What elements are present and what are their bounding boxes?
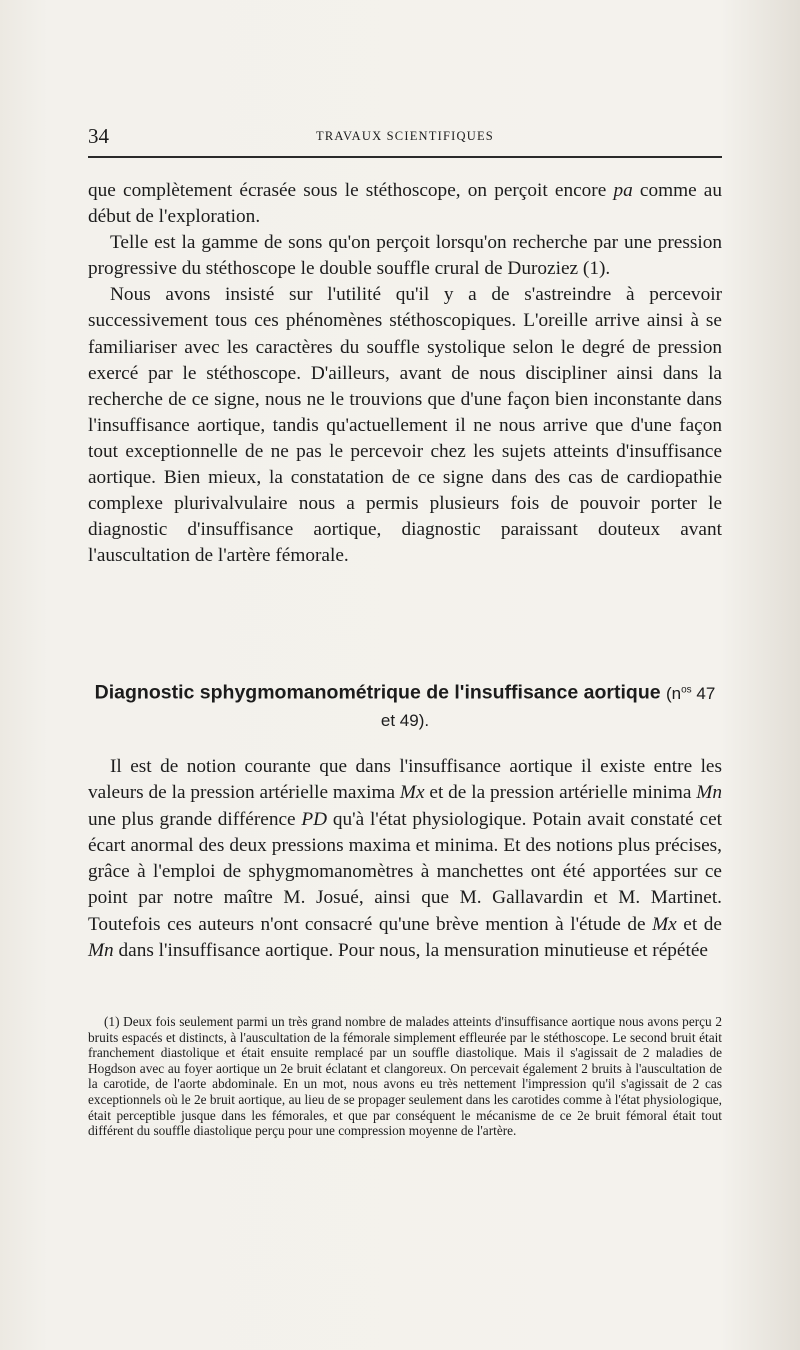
paragraph: [88, 178, 722, 230]
body-text-upper: [88, 178, 722, 569]
text-run: qu'à l'état physiologique. Potain avait constaté cet écart anormal des deux pressions maxima et minima. Et des notions plus précises, grâce à l'emploi de sphygmomanomètres à manchettes ont été apportées sur ce point par notre maître M. Josué, ainsi que M. Gallavardin et M. Martinet. Toutefois ces auteurs n'ont consacré qu'une brève mention à l'étude de: [88, 808, 722, 935]
paragraph: [88, 282, 722, 569]
text-run: et de: [676, 913, 722, 935]
italic-term: Mn: [696, 782, 722, 804]
page-number: 34: [88, 124, 109, 148]
page-header: [88, 124, 722, 152]
italic-term: PD: [301, 808, 328, 830]
running-title: TRAVAUX SCIENTIFIQUES: [316, 129, 494, 143]
section-reference: ($n^{os}$ 47 et 49).: [380, 683, 716, 730]
text-run: une plus grande différence: [88, 808, 302, 830]
footnote-1: (1) Deux fois seulement parmi un très grand nombre de malades atteints d'insuffisance aortique nous avons perçu 2 bruits espacés et distincts, à l'auscultation de la fémorale simplement effleurée par le stéthoscope. Le second bruit était franchement diastolique et était ensuite remplacé par un souffle diastolique. Mais il s'agissait de 2 maladies de Hogdson avec au foyer aortique un 2e bruit éclatant et clangoreux. On percevait également 2 bruits à l'auscultation de la carotide, de l'aorte abdominale. En un mot, nous avons eu très nettement l'impression qu'il s'agissait de 2 cas exceptionnels où le 2e bruit aortique, au lieu de se propager seulement dans les carotides comme à l'état physiologique, était perceptible jusque dans les fémorales, et que par conséquent le mécanisme de ce 2e bruit fémoral était tout différent du souffle diastolique perçu pour une compression moyenne de l'artère.: [88, 1014, 722, 1139]
text-run: que complètement écrasée sous le stéthoscope, on perçoit encore: [88, 180, 614, 201]
section-heading: [88, 676, 722, 734]
text-run: comme au début de l'exploration.: [88, 180, 722, 228]
header-rule: [88, 156, 722, 158]
italic-term: pa: [613, 180, 633, 201]
body-text-lower: [88, 754, 722, 964]
text-run: Il est de notion courante que dans l'insuffisance aortique il existe entre les valeurs de la pression artérielle maxima: [88, 756, 722, 804]
text-run: dans l'insuffisance aortique. Pour nous, la mensuration minutieuse et répétée: [113, 940, 708, 962]
italic-term: Mn: [88, 940, 114, 962]
text-run: Telle est la gamme de sons qu'on perçoit lorsqu'on recherche par une pression progressive du stéthoscope le double souffle crural de Duroziez (1).: [88, 232, 722, 280]
italic-term: Mx: [652, 913, 677, 935]
paragraph: [88, 754, 722, 964]
italic-term: Mx: [399, 782, 425, 804]
text-run: et de la pression artérielle minima: [424, 782, 697, 804]
text-run: Nous avons insisté sur l'utilité qu'il y a de s'astreindre à percevoir successivement tous ces phénomènes stéthoscopiques. L'oreille arrive ainsi à se familiariser avec les caractères du souffle systolique selon le degré de pression exercé par le stéthoscope. D'ailleurs, avant de nous discipliner ainsi dans la recherche de ce signe, nous ne le trouvions que d'une façon bien inconstante dans l'insuffisance aortique, tandis qu'actuellement il ne nous arrive que d'une façon tout exceptionnelle de ne pas le percevoir chez les sujets atteints d'insuffisance aortique. Bien mieux, la constatation de ce signe dans des cas de cardiopathie complexe plurivalvulaire nous a permis plusieurs fois de pouvoir porter le diagnostic d'insuffisance aortique, diagnostic paraissant douteux avant l'auscultation de l'artère fémorale.: [88, 284, 722, 567]
footnotes: [88, 1014, 722, 1139]
paragraph: [88, 230, 722, 282]
section-title: Diagnostic sphygmomanométrique de l'insuffisance aortique: [94, 681, 661, 704]
